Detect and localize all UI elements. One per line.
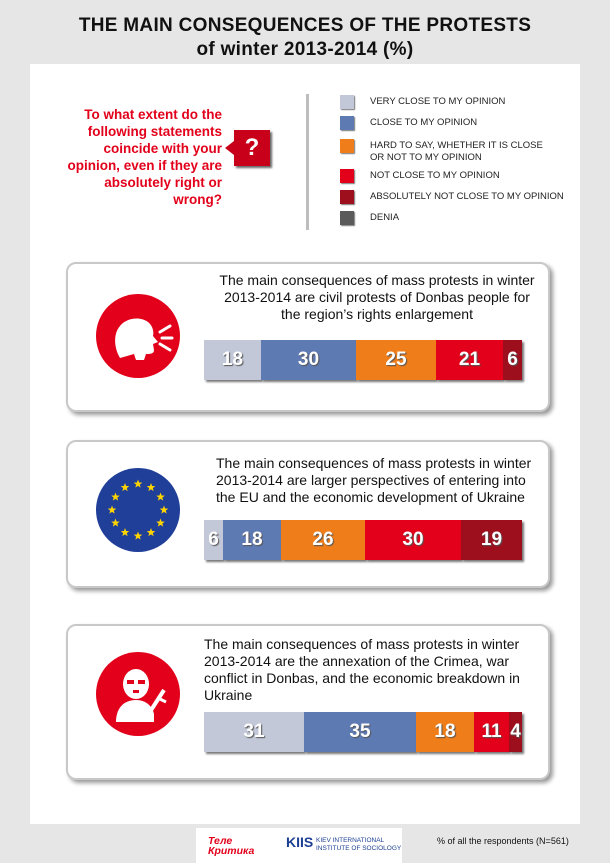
bar-value-label: 26 <box>312 529 334 550</box>
eu-star-icon <box>108 506 117 514</box>
statement-text: The main consequences of mass protests in winter 2013-2014 are civil protests of Donbas people for the region’s rights enlargement <box>219 272 535 322</box>
eu-star-icon <box>111 519 120 527</box>
legend-swatch <box>340 211 354 225</box>
page-title <box>0 14 610 62</box>
legend-swatch <box>340 95 354 109</box>
bar-value-label: 25 <box>385 349 407 370</box>
statement-text: The main consequences of mass protests in winter 2013-2014 are the annexation of the Crimea, war conflict in Donbas, and the economic breakdown in Ukraine <box>204 636 520 703</box>
statement-text: The main consequences of mass protests in winter 2013-2014 are larger perspectives of entering into the EU and the economic development of Ukraine <box>216 455 532 505</box>
bar-segment <box>204 712 304 752</box>
bar-segment <box>204 520 223 560</box>
bar-segment <box>474 712 509 752</box>
eu-star-icon <box>160 506 169 514</box>
eu-star-icon <box>111 493 120 501</box>
legend-label: DENIA <box>370 212 400 223</box>
stacked-bar <box>204 712 522 752</box>
title-line-2: of winter 2013-2014 (%) <box>196 39 414 60</box>
bar-segment <box>509 712 522 752</box>
legend-swatch <box>340 190 354 204</box>
eu-flag-icon <box>96 468 180 552</box>
eu-star-icon <box>121 483 130 491</box>
question-text: To what extent do the following statements coincide with your opinion, even if they are absolutely right or wrong? <box>67 107 222 207</box>
bar-value-label: 30 <box>297 349 320 370</box>
bar-value-label: 11 <box>481 721 502 742</box>
bar-value-label: 18 <box>241 529 263 550</box>
bar-segment <box>281 520 365 560</box>
kiis-logo: KIIS <box>286 834 314 850</box>
question-mark-icon: ? <box>234 130 270 166</box>
legend-swatch <box>340 139 354 153</box>
legend-swatch <box>340 169 354 183</box>
bar-value-label: 35 <box>349 721 371 742</box>
eu-star-icon <box>156 519 165 527</box>
bar-segment <box>365 520 461 560</box>
legend-divider <box>306 94 309 230</box>
legend-label: CLOSE TO MY OPINION <box>370 117 478 128</box>
stacked-bar <box>204 520 522 560</box>
bar-segment <box>304 712 416 752</box>
eu-star-icon <box>134 480 143 488</box>
legend-label: ABSOLUTELY NOT CLOSE TO MY OPINION <box>370 191 564 202</box>
bar-value-label: 21 <box>458 349 481 370</box>
stacked-bar <box>204 340 522 380</box>
armed-masked-man-icon <box>96 652 180 736</box>
legend-swatch <box>340 116 354 130</box>
bar-segment <box>461 520 522 560</box>
bar-segment <box>436 340 503 380</box>
bar-value-label: 6 <box>507 349 518 370</box>
eu-star-icon <box>134 532 143 540</box>
eu-star-icon <box>156 493 165 501</box>
bar-value-label: 6 <box>208 529 219 550</box>
telekritika-logo: Теле Критика <box>208 835 255 857</box>
bar-value-label: 18 <box>221 349 244 370</box>
title-line-1: THE MAIN CONSEQUENCES OF THE PROTESTS <box>78 15 532 36</box>
bar-segment <box>223 520 281 560</box>
bar-value-label: 18 <box>434 721 456 742</box>
eu-star-icon <box>147 483 156 491</box>
bar-value-label: 30 <box>402 529 424 550</box>
legend-label: VERY CLOSE TO MY OPINION <box>370 96 506 107</box>
bar-segment <box>261 340 356 380</box>
bar-value-label: 31 <box>243 721 265 742</box>
speaking-person-icon <box>96 294 180 378</box>
bar-value-label: 4 <box>510 721 521 742</box>
kiis-name: KIEV INTERNATIONAL INSTITUTE OF SOCIOLOGY <box>316 837 402 852</box>
legend-label: NOT CLOSE TO MY OPINION <box>370 170 500 181</box>
eu-star-icon <box>147 528 156 536</box>
bar-segment <box>356 340 436 380</box>
legend-label: HARD TO SAY, WHETHER IT IS CLOSE OR NOT TO MY OPINION <box>370 140 543 163</box>
respondents-note: % of all the respondents (N=561) <box>437 836 569 846</box>
footer-logos <box>196 828 402 863</box>
bar-segment <box>416 712 474 752</box>
eu-star-icon <box>121 528 130 536</box>
bar-segment <box>204 340 261 380</box>
bar-value-label: 19 <box>480 529 503 550</box>
bar-segment <box>503 340 522 380</box>
